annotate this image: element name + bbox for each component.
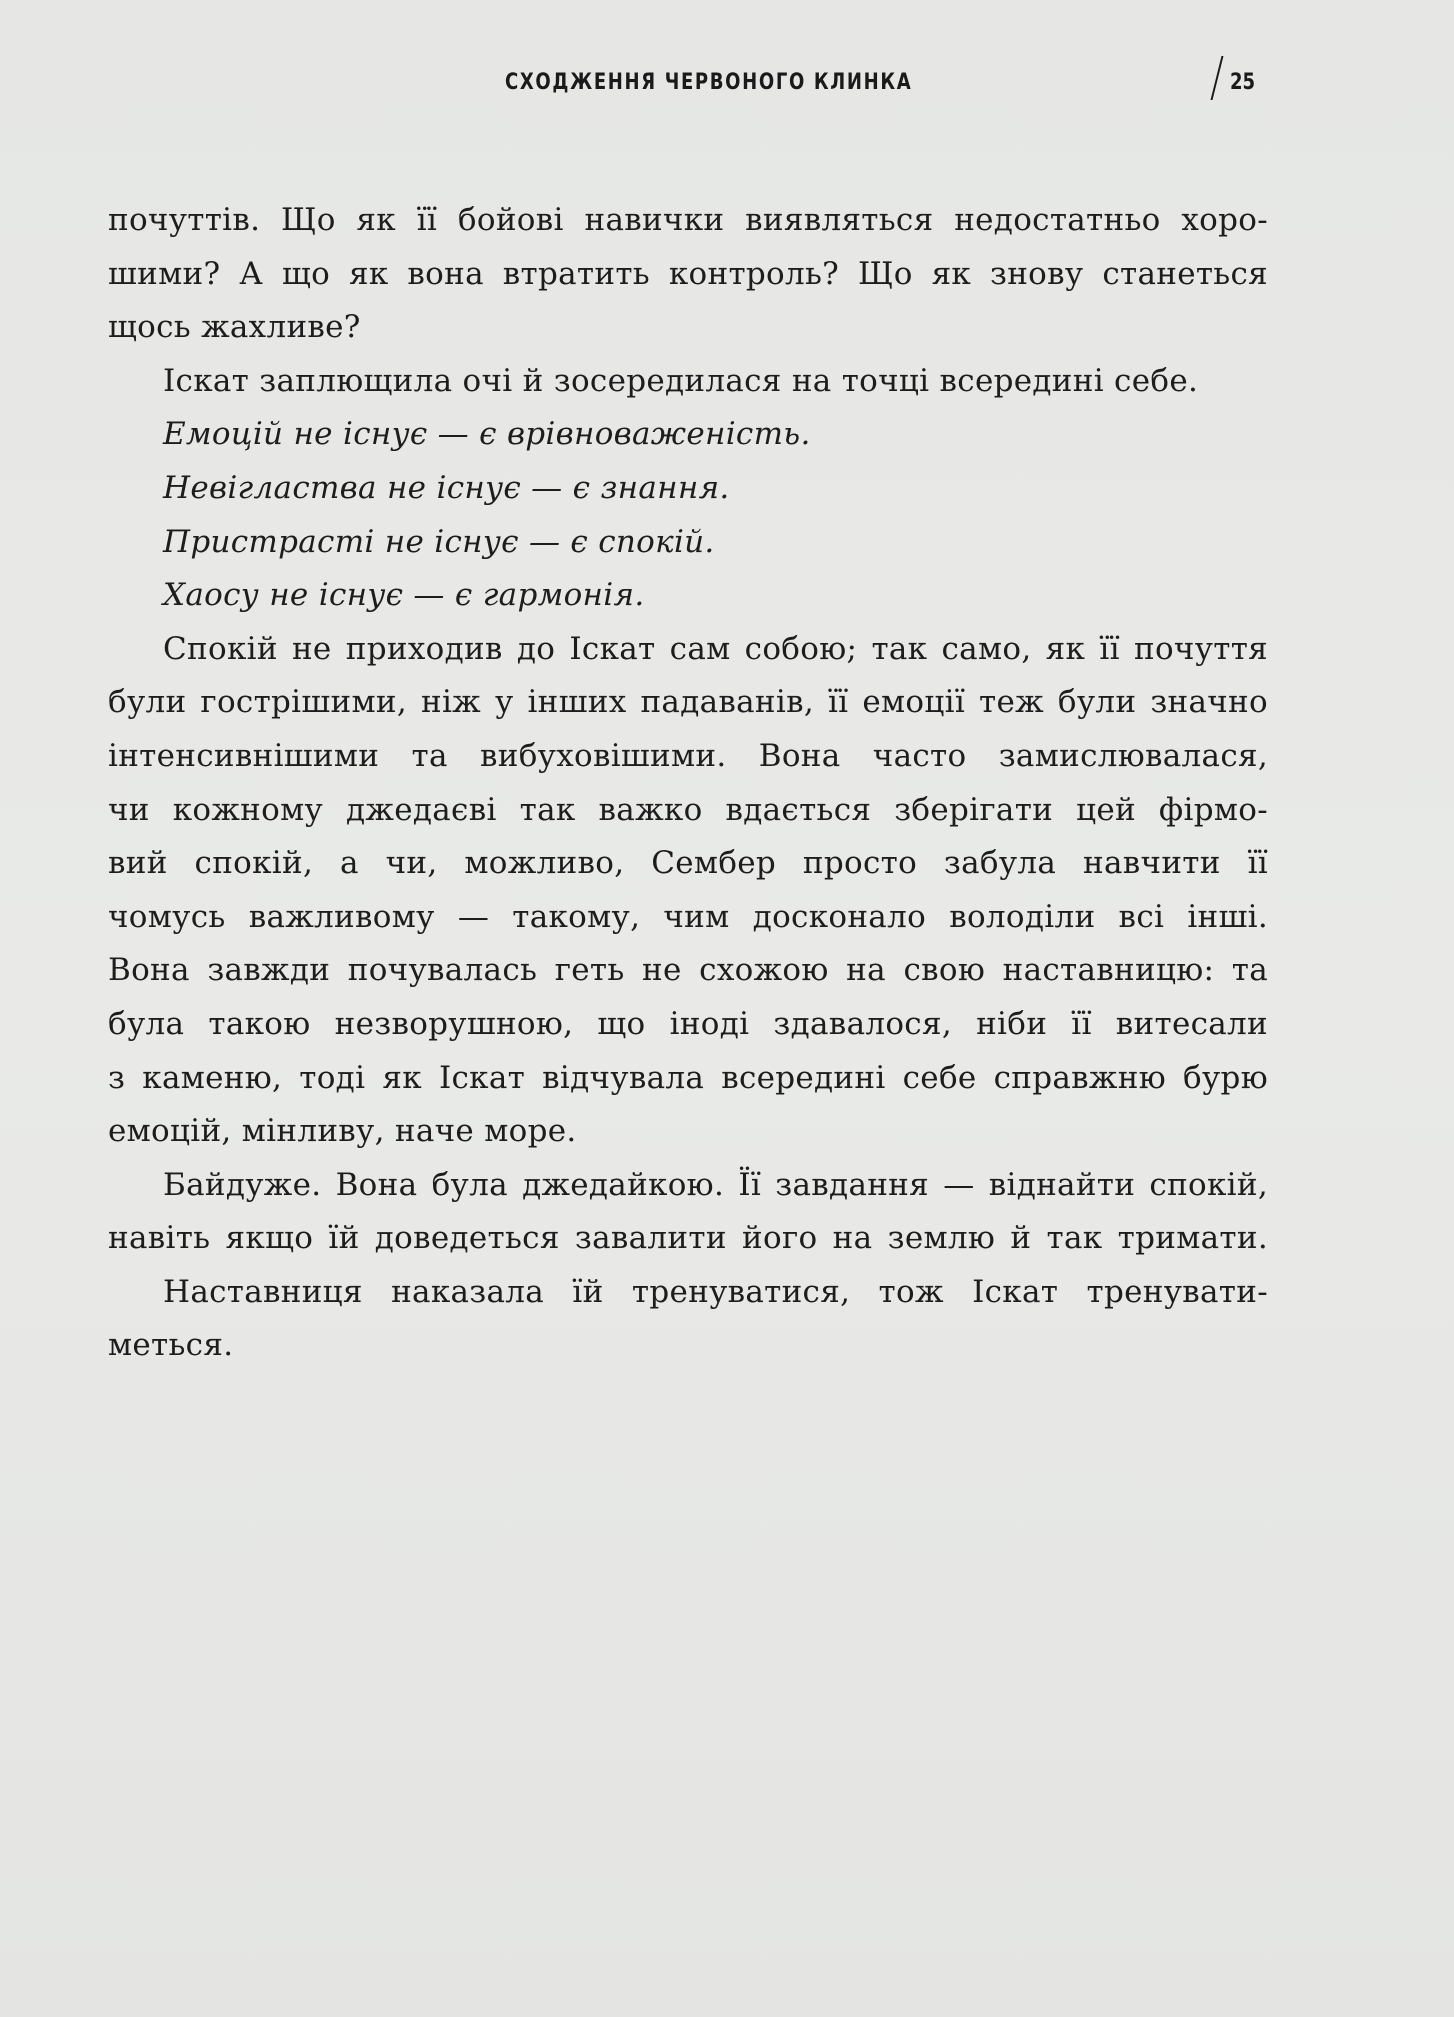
mantra-line: Емоцій не існує — є врівноваженість. bbox=[163, 416, 811, 453]
mantra-line: Пристрасті не існує — є спокій. bbox=[163, 523, 715, 560]
text-line: чи кожному джедаєві так важко вдається зберігати цей фірмо- bbox=[108, 791, 1268, 828]
text-line: меться. bbox=[108, 1327, 234, 1364]
text-line: з каменю, тоді як Іскат відчувала всередині себе справжню бурю bbox=[108, 1059, 1268, 1096]
text-line: вий спокій, а чи, можливо, Сембер просто забула навчити її bbox=[108, 845, 1268, 882]
text-line: були гострішими, ніж у інших падаванів, її емоції теж були значно bbox=[108, 684, 1268, 721]
page-number-block bbox=[1210, 56, 1270, 100]
mantra-line: Хаосу не існує — є гармонія. bbox=[163, 577, 645, 614]
slash-divider-icon bbox=[1211, 56, 1224, 100]
body-text bbox=[108, 194, 1268, 1373]
page-number: 25 bbox=[1230, 70, 1256, 95]
text-line: почуттів. Що як її бойові навички виявляться недостатньо хоро- bbox=[108, 202, 1268, 238]
text-line: Вона завжди почувалась геть не схожою на свою наставницю: та bbox=[108, 952, 1268, 989]
text-line: щось жахливе? bbox=[108, 309, 361, 346]
text-line: Іскат заплющила очі й зосередилася на точці всередині себе. bbox=[163, 362, 1199, 399]
mantra-line: Невігластва не існує — є знання. bbox=[163, 469, 730, 506]
text-line: навіть якщо їй доведеться завалити його на землю й так тримати. bbox=[108, 1220, 1268, 1257]
book-title: СХОДЖЕННЯ ЧЕРВОНОГО КЛИНКА bbox=[505, 70, 913, 95]
text-line: Байдуже. Вона була джедайкою. Її завдання — віднайти спокій, bbox=[163, 1166, 1268, 1203]
text-line: чомусь важливому — такому, чим досконало володіли всі інші. bbox=[108, 898, 1268, 935]
text-line: була такою незворушною, що іноді здавалося, ніби її витесали bbox=[108, 1005, 1268, 1042]
text-line: Спокій не приходив до Іскат сам собою; так само, як її почуття bbox=[163, 630, 1268, 667]
text-line: емоцій, мінливу, наче море. bbox=[108, 1113, 577, 1150]
text-line: шими? А що як вона втратить контроль? Що як знову станеться bbox=[108, 255, 1268, 292]
text-line: Наставниця наказала їй тренуватися, тож Іскат тренувати- bbox=[163, 1273, 1268, 1310]
running-header bbox=[0, 70, 1454, 100]
text-line: інтенсивнішими та вибуховішими. Вона часто замислювалася, bbox=[108, 737, 1268, 774]
